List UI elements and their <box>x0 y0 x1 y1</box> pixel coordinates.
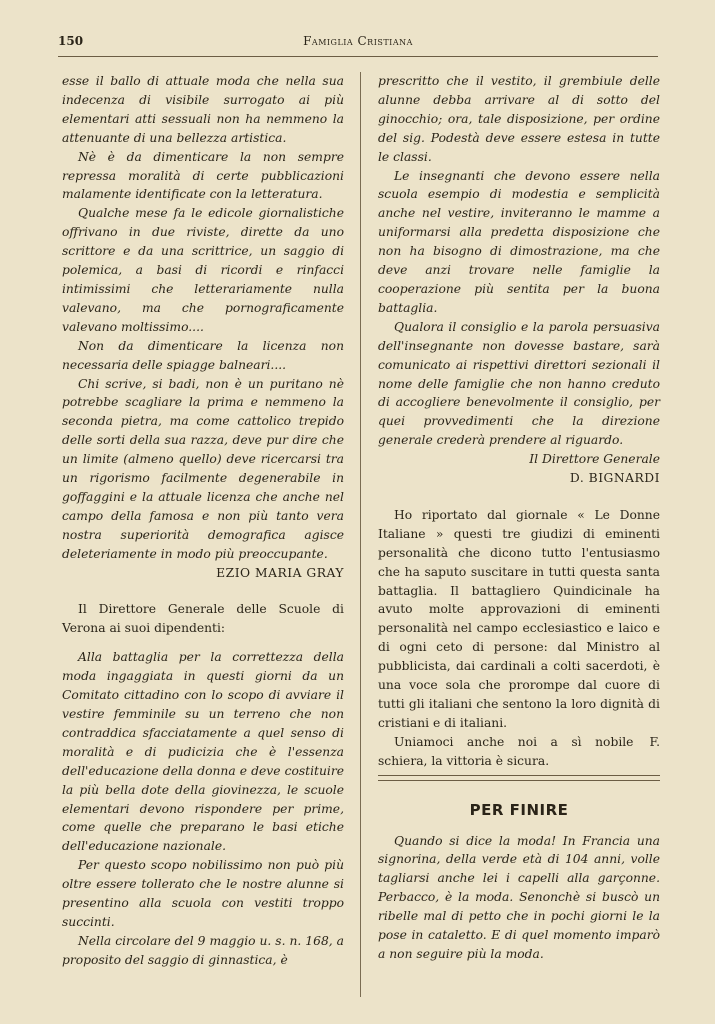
column-divider <box>360 72 361 997</box>
closing-initial: F. <box>649 734 660 749</box>
paragraph: Qualora il consiglio e la parola persuasiva dell'insegnante non dovesse bastare, sarà comunicato ai rispettivi direttori sezionali il nome delle famiglie che non hanno creduto di accogliere benevolmente il consiglio, per quei provvedimenti che la direzione generale crederà prendere al riguardo. <box>378 319 660 448</box>
section-title: PER FINIRE <box>469 800 569 819</box>
spacer <box>378 488 660 506</box>
signature-title: Il Direttore Generale <box>529 452 660 467</box>
section-separator <box>378 775 660 781</box>
paragraph: Nè è da dimenticare la non sempre repressa moralità di certe pubblicazioni malamente identificate con la letteratura. <box>62 149 344 202</box>
paragraph: Per questo scopo nobilissimo non può più oltre essere tollerato che le nostre alunne si presentino alla scuola con vestiti troppo succinti. <box>62 858 344 929</box>
paragraph: Qualche mese fa le edicole giornalistiche offrivano in due riviste, dirette da uno scrittore e da una scrittrice, un saggio di polemica, a basi di ricordi e rinfacci intimissimi che letterariamente nulla valevano, ma che pornograficamente valevano moltissimo.... <box>62 206 344 334</box>
paragraph: Chi scrive, si badi, non è un puritano nè potrebbe scagliare la prima e nemmeno la seconda pietra, ma come cattolico trepido delle sorti della sua razza, deve pur dire che un limite (almeno quello) deve ricercarsi tra un rigorismo facilmente degenerabile in goffaggini e la attuale licenza che anche nel campo della famosa e non più tanto vera nostra superiorità demografica agisce deleteriamente in modo più preoccupante. <box>62 376 344 561</box>
header-rule <box>58 56 658 57</box>
paragraph: Il Direttore Generale delle Scuole di Verona ai suoi dipendenti: <box>62 602 344 636</box>
paragraph: Le insegnanti che devono essere nella scuola esempio di modestia e semplicità anche nel vestire, inviteranno le mamme a uniformarsi alla predetta disposizione che non ha bisogno di dimostrazione, ma che deve anzi trovare nelle famiglie la cooperazione più sentita per la buona battaglia. <box>378 168 660 315</box>
author-signature: EZIO MARIA GRAY <box>216 565 344 580</box>
magazine-title: Famiglia Cristiana <box>303 34 413 48</box>
paragraph: Non da dimenticare la licenza non necessaria delle spiagge balneari.... <box>62 338 344 372</box>
closing-line <box>378 733 660 771</box>
signature-name: D. BIGNARDI <box>569 471 660 486</box>
paragraph: Ho riportato dal giornale « Le Donne Italiane » questi tre giudizi di eminenti personalità che dicono tutto l'entusiasmo che ha saputo suscitare in tutti questa santa battaglia. Il battagliero Quindicinale ha avuto molte approvazioni di eminenti personalità nel campo ecclesiastico e laico e di ogni ceto di persone: dal Ministro al pubblicista, dai cardinali a colti sacerdoti, è una voce sola che prorompe dal cuore di tutti gli italiani che sentono la loro dignità di cristiani e di italiani. <box>378 507 660 730</box>
paragraph: Quando si dice la moda! In Francia una signorina, della verde età di 104 anni, volle tagliarsi anche lei i capelli alla garçonne. Perbacco, è la moda. Senonchè si buscò un ribelle mal di petto che in pochi giorni le la pose in cataletto. E di quel momento imparò a non seguire più la moda. <box>378 833 660 961</box>
closing-text: Uniamoci anche noi a sì nobile schiera, la vittoria è sicura. <box>378 734 634 768</box>
page-number: 150 <box>58 34 84 48</box>
paragraph: esse il ballo di attuale moda che nella sua indecenza di visibile surrogato ai più elementari atti sessuali non ha nemmeno la attenuante di una bellezza artistica. <box>62 74 344 145</box>
left-column <box>62 72 344 970</box>
right-column <box>378 72 660 964</box>
spacer <box>62 638 344 648</box>
spacer <box>62 582 344 600</box>
paragraph: Nella circolare del 9 maggio u. s. n. 168, a proposito del saggio di ginnastica, è <box>62 933 344 967</box>
paragraph: prescritto che il vestito, il grembiule delle alunne debba arrivare al di sotto del ginocchio; ora, tale disposizione, per ordine del sig. Podestà deve essere estesa in tutte le classi. <box>378 74 660 164</box>
paragraph: Alla battaglia per la correttezza della moda ingaggiata in questi giorni da un Comitato cittadino con lo scopo di avviare il vestire femminile su un terreno che non contraddica sfacciatamente a quel senso di moralità e di pudicizia che è l'essenza dell'educazione della donna e deve costituire la più bella dote della giovinezza, le scuole elementari devono rispondere per prime, come quelle che preparano le basi etiche dell'educazione nazionale. <box>62 650 344 854</box>
page-header <box>58 34 658 52</box>
